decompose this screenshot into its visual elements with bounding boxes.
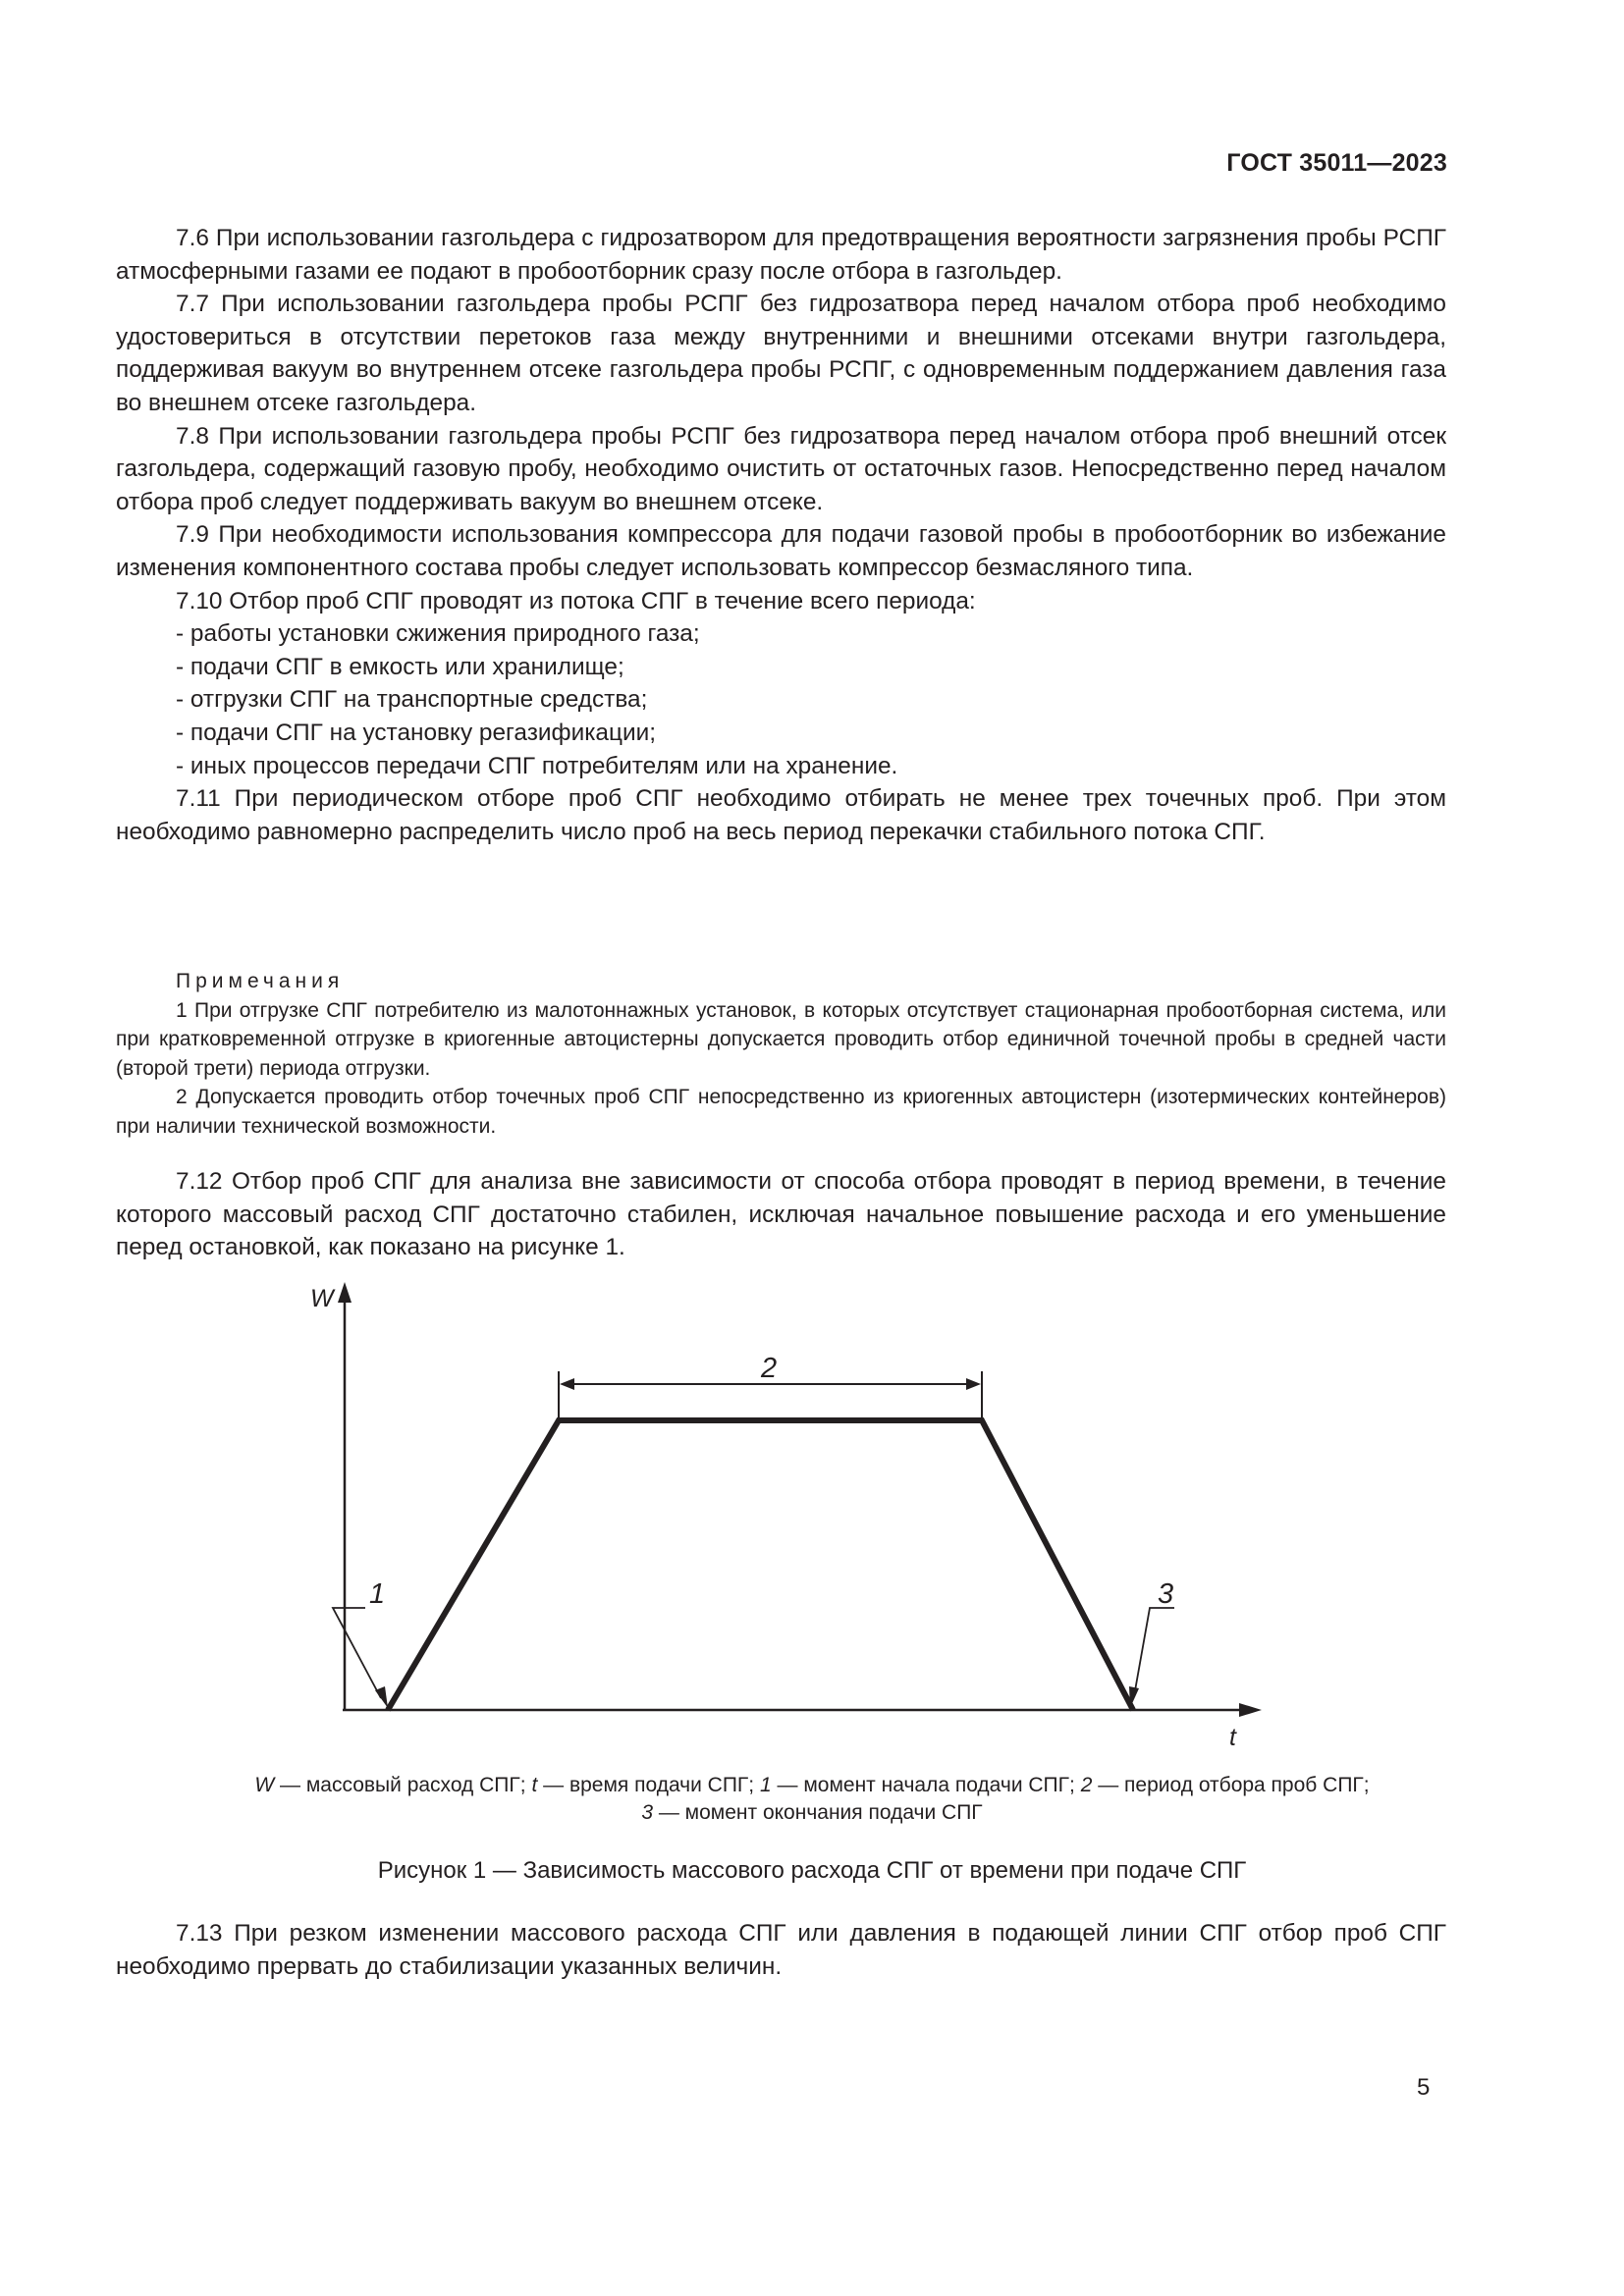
paragraph-7-10: 7.10 Отбор проб СПГ проводят из потока СПГ в течение всего периода: (176, 587, 976, 614)
list-item: - иных процессов передачи СПГ потребителям или на хранение. (176, 752, 898, 779)
notes-title: Примечания (176, 970, 345, 992)
notes-block (116, 967, 1446, 1141)
list-item: - подачи СПГ в емкость или хранилище; (176, 653, 624, 680)
legend-3-text: — момент окончания подачи СПГ (653, 1801, 983, 1824)
leader-1-arrow-icon (375, 1686, 388, 1708)
legend-1-symbol: 1 (759, 1774, 772, 1796)
marker-2-label: 2 (761, 1353, 778, 1384)
arrow-right-icon (966, 1378, 981, 1390)
figure-caption: Рисунок 1 — Зависимость массового расхода СПГ от времени при подаче СПГ (377, 1857, 1247, 1884)
leader-3-arrow-icon (1129, 1686, 1139, 1708)
paragraph-7-12: 7.12 Отбор проб СПГ для анализа вне зависимости от способа отбора проводят в период времени, в течение которого массовый расход СПГ достаточно стабилен, исключая начальное повышение расхода и его уменьшение перед остановкой, как показано на рисунке 1. (116, 1168, 1446, 1261)
paragraph-7-13: 7.13 При резком изменении массового расхода СПГ или давления в подающей линии СПГ отбор проб СПГ необходимо прервать до стабилизации указанных величин. (116, 1920, 1446, 1980)
paragraph-7-7: 7.7 При использовании газгольдера пробы РСПГ без гидрозатвора перед началом отбора проб необходимо удостовериться в отсутствии перетоков газа между внутренними и внешними отсеками внутри газгольдера, поддерживая вакуум во внутреннем отсеке газгольдера пробы РСПГ, с одновременным поддержанием давления газа во внешнем отсеке газгольдера. (116, 291, 1446, 416)
legend-line-2 (0, 1799, 1624, 1827)
arrow-left-icon (560, 1378, 574, 1390)
legend-3-symbol: 3 (641, 1801, 653, 1824)
paragraph-7-8: 7.8 При использовании газгольдера пробы РСПГ без гидрозатвора перед началом отбора проб внешний отсек газгольдера, содержащий газовую пробу, необходимо очистить от остаточных газов. Непосредственно перед началом отбора проб следует поддерживать вакуум во внешнем отсеке. (116, 422, 1446, 515)
paragraph-7-6: 7.6 При использовании газгольдера с гидрозатвором для предотвращения вероятности загрязнения пробы РСПГ атмосферными газами ее подают в пробоотборник сразу после отбора в газгольдер. (116, 225, 1446, 285)
figure-legend (0, 1772, 1624, 1827)
leader-1 (333, 1608, 381, 1698)
paragraph-7-11: 7.11 При периодическом отборе проб СПГ необходимо отбирать не менее трех точечных проб. При этом необходимо равномерно распределить число проб на весь период перекачки стабильного потока СПГ. (116, 785, 1446, 845)
flow-rate-diagram (0, 1266, 1624, 1777)
page-number: 5 (1417, 2074, 1431, 2101)
section-7-6-to-7-11 (116, 222, 1446, 848)
paragraph-7-9: 7.9 При необходимости использования компрессора для подачи газовой пробы в пробоотборник во избежание изменения компонентного состава пробы следует использовать компрессор безмасляного типа. (116, 521, 1446, 581)
list-item: - подачи СПГ на установку регазификации; (176, 719, 656, 746)
section-7-12 (116, 1165, 1446, 1264)
note-item: 1 При отгрузке СПГ потребителю из малотоннажных установок, в которых отсутствует стационарная пробоотборная система, или при кратковременной отгрузке в криогенные автоцистерны допускается проводить отбор единичной точечной пробы в средней части (второй трети) периода отгрузки. (116, 998, 1446, 1080)
list-item: - отгрузки СПГ на транспортные средства; (176, 686, 648, 714)
y-axis-label: W (310, 1285, 334, 1312)
legend-2-text: — период отбора проб СПГ; (1092, 1774, 1370, 1796)
legend-w-symbol: W (254, 1774, 275, 1796)
legend-w-text: — массовый расход СПГ; (274, 1774, 532, 1796)
legend-1-text: — момент начала подачи СПГ; (771, 1774, 1081, 1796)
legend-2-symbol: 2 (1080, 1774, 1093, 1796)
section-7-13 (116, 1917, 1446, 1983)
legend-t-text: — время подачи СПГ; (537, 1774, 760, 1796)
marker-1-label: 1 (369, 1578, 386, 1610)
x-axis-label: t (1229, 1724, 1236, 1751)
list-item: - работы установки сжижения природного газа; (176, 620, 700, 648)
leader-3 (1134, 1608, 1174, 1696)
legend-line-1 (0, 1772, 1624, 1799)
legend-t-symbol: t (531, 1774, 538, 1796)
x-axis-arrow-icon (1239, 1703, 1262, 1717)
y-axis-arrow-icon (338, 1282, 352, 1303)
figure-1 (0, 1266, 1624, 1777)
marker-3-label: 3 (1158, 1578, 1174, 1610)
note-item: 2 Допускается проводить отбор точечных проб СПГ непосредственно из криогенных автоцистерн (изотермических контейнеров) при наличии технической возможности. (116, 1086, 1446, 1138)
document-code-header: ГОСТ 35011—2023 (1226, 149, 1447, 177)
flow-curve (388, 1420, 1133, 1710)
